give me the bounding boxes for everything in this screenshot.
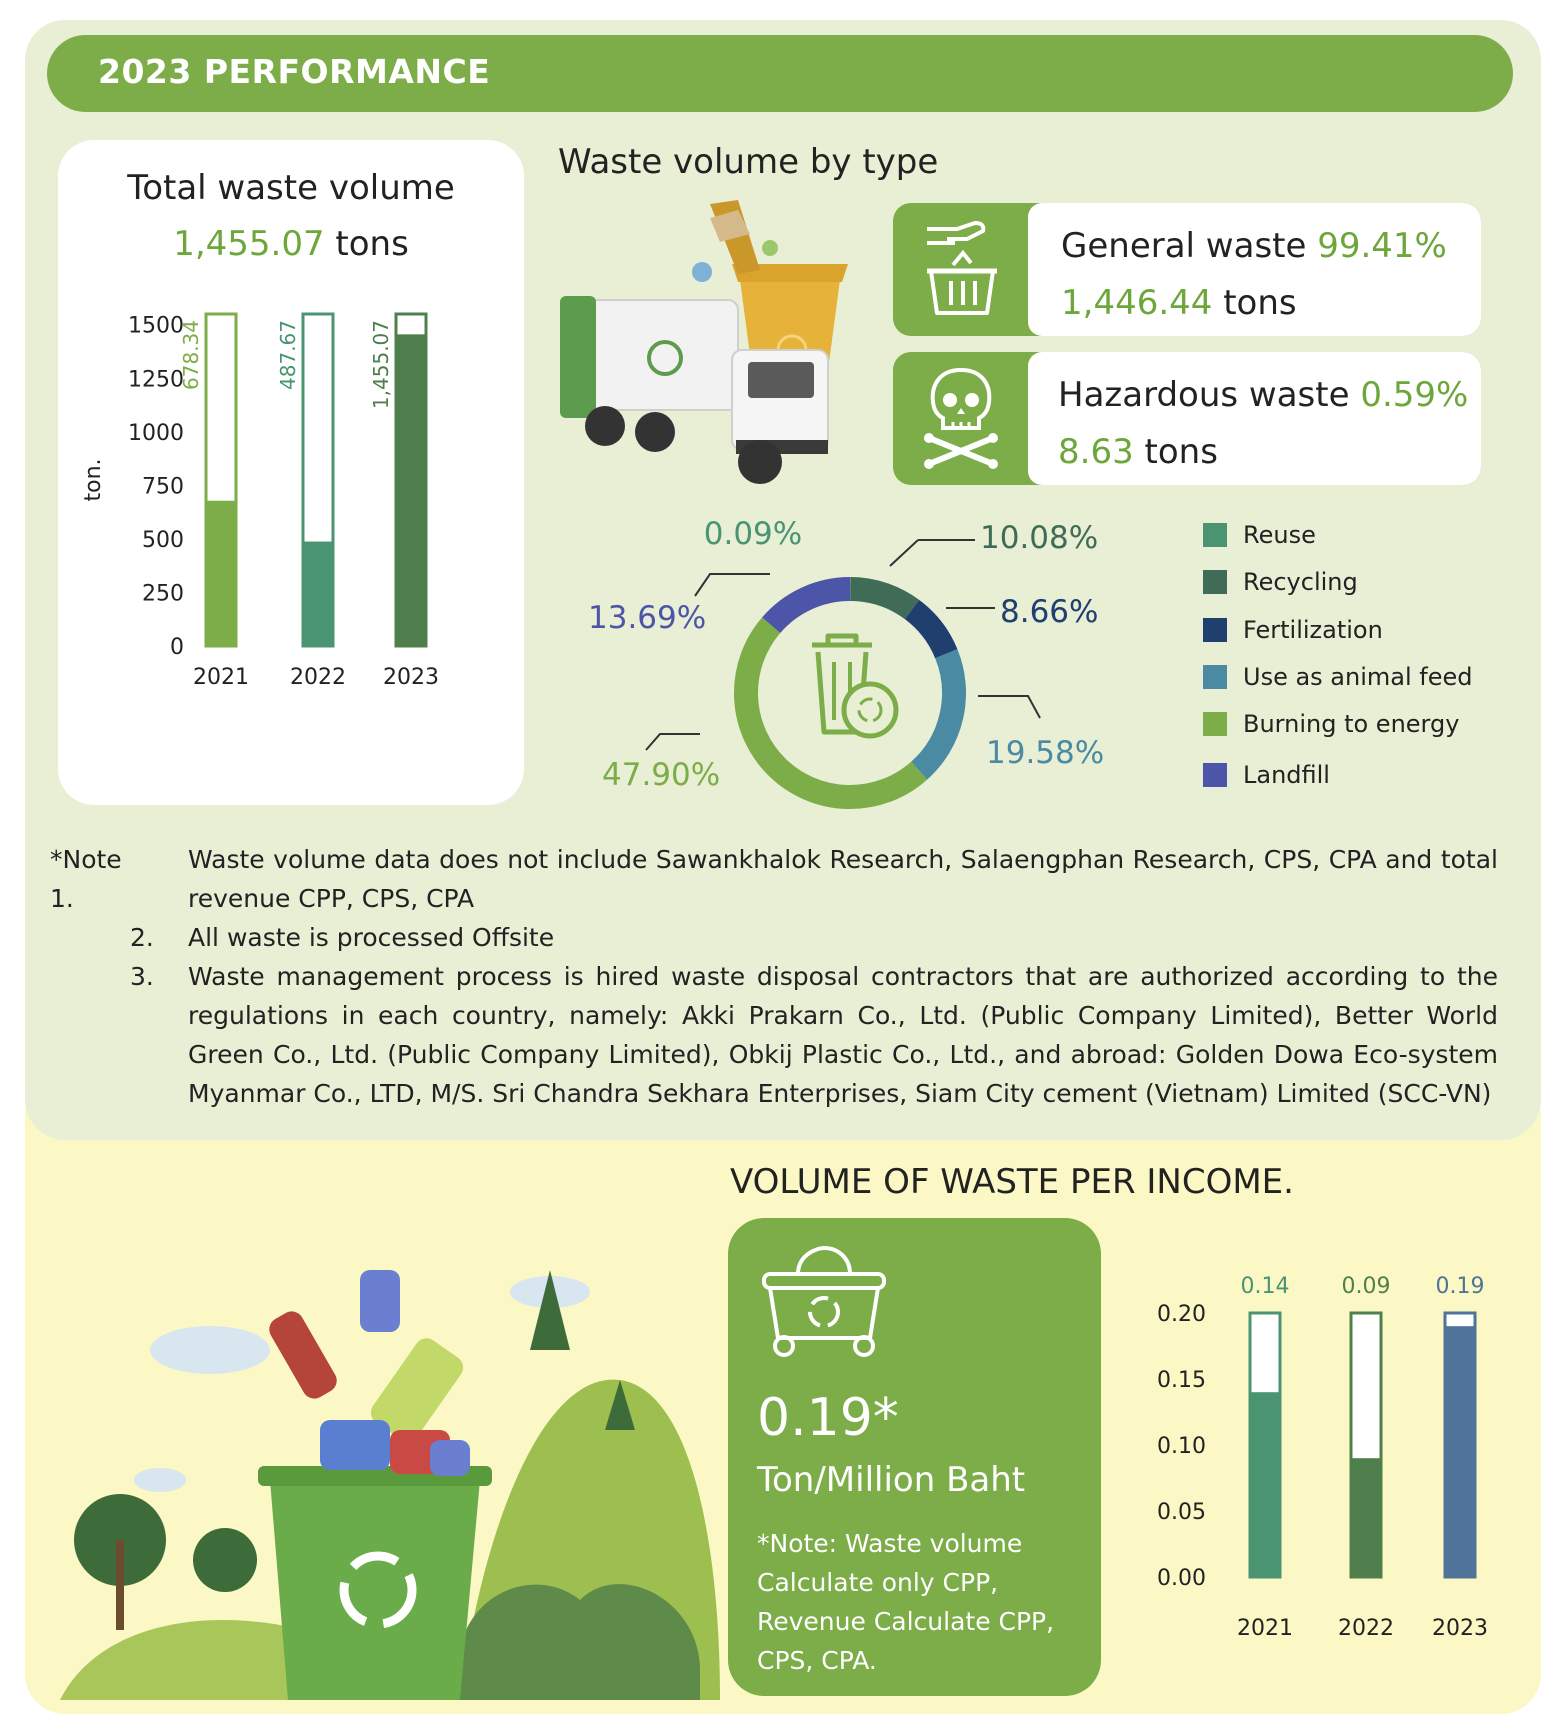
donut-value-label: 19.58%	[986, 735, 1105, 771]
legend-item-recycling	[1203, 567, 1358, 597]
hazardous-waste-percent: 0.59%	[1360, 375, 1469, 415]
total-waste-unit: tons	[335, 224, 409, 264]
bottle-item	[430, 1440, 470, 1476]
legend-label: Landfill	[1243, 761, 1330, 789]
bar	[303, 542, 333, 646]
note-number: 2.	[130, 923, 154, 952]
general-waste-unit: tons	[1223, 283, 1297, 323]
waste-per-income-bar-chart	[1140, 1255, 1520, 1645]
recycle-bin-body	[270, 1480, 480, 1700]
total-waste-bar-chart	[58, 290, 524, 710]
cloud	[134, 1468, 186, 1492]
truck-wheel	[585, 406, 625, 446]
y-tick-label: 0.10	[1157, 1434, 1206, 1459]
leader-line	[890, 540, 975, 566]
legend-label: Burning to energy	[1243, 710, 1460, 738]
bar-value-label: 0.09	[1341, 1274, 1391, 1299]
x-tick-label: 2021	[193, 665, 249, 690]
y-tick-label: 0.15	[1157, 1368, 1206, 1393]
truck-rear	[560, 296, 596, 418]
truck-wheel	[738, 440, 782, 484]
y-tick-label: 1000	[128, 420, 184, 446]
per-income-note: *Note: Waste volume Calculate only CPP, Revenue Calculate CPP, CPS, CPA.	[757, 1529, 1055, 1675]
bottle-item	[320, 1420, 390, 1470]
bottle-item	[692, 262, 712, 282]
total-waste-number: 1,455.07	[173, 224, 325, 264]
truck-window	[748, 362, 814, 398]
bar-value-label: 0.19	[1435, 1274, 1485, 1299]
bar	[1445, 1326, 1475, 1577]
legend-swatch	[1203, 665, 1227, 689]
bar	[396, 334, 426, 646]
total-waste-title: Total waste volume	[127, 168, 455, 208]
hazardous-waste-value: 8.63	[1058, 432, 1134, 472]
donut-slice	[851, 589, 912, 610]
bar-value-label: 1,455.07	[369, 320, 393, 410]
legend-label: Recycling	[1243, 568, 1358, 596]
bar-value-label: 487.67	[276, 320, 300, 390]
y-tick-label: 0.20	[1157, 1302, 1206, 1327]
hazardous-waste-amount	[1058, 432, 1218, 472]
hazardous-waste-label	[1058, 375, 1468, 415]
cloud	[150, 1326, 270, 1374]
leader-line	[646, 734, 700, 750]
x-tick-label: 2023	[1432, 1616, 1488, 1641]
legend-item-reuse	[1203, 520, 1316, 550]
note-prefix: *Note 1.	[50, 845, 122, 913]
y-axis-label: ton.	[81, 458, 106, 502]
tree	[193, 1528, 257, 1592]
bar	[1351, 1458, 1381, 1577]
bar-value-label: 678.34	[179, 320, 203, 390]
donut-value-label: 47.90%	[602, 757, 721, 793]
legend-item-burning	[1203, 709, 1459, 739]
bottle-item	[360, 1270, 400, 1332]
hand-basket-icon	[923, 221, 999, 317]
legend-swatch	[1203, 570, 1227, 594]
hazardous-waste-unit: tons	[1144, 432, 1218, 472]
note-text: Waste volume data does not include Sawankhalok Research, Salaengphan Research, CPS, CPA and total revenue CPP, CPS, CPA	[188, 845, 1498, 913]
legend-swatch	[1203, 618, 1227, 642]
legend-label: Reuse	[1243, 521, 1316, 549]
per-income-value: 0.19*	[757, 1388, 899, 1448]
trash-container-icon	[758, 1240, 890, 1360]
hazardous-waste-name: Hazardous waste	[1058, 375, 1350, 415]
x-tick-label: 2022	[1338, 1616, 1394, 1641]
general-waste-value: 1,446.44	[1061, 283, 1213, 323]
bar-value-label: 0.14	[1240, 1274, 1290, 1299]
general-waste-label	[1061, 226, 1447, 266]
legend-item-fertilization	[1203, 615, 1383, 645]
y-tick-label: 250	[142, 581, 184, 607]
legend-item-landfill	[1203, 760, 1330, 790]
note-number: 3.	[130, 962, 154, 991]
page-title: 2023 PERFORMANCE	[98, 52, 491, 91]
skull-crossbones-icon	[921, 366, 1001, 470]
leader-line	[978, 696, 1040, 718]
donut-value-label: 13.69%	[588, 600, 707, 636]
general-waste-amount	[1061, 283, 1297, 323]
per-income-title: VOLUME OF WASTE PER INCOME.	[730, 1162, 1294, 1202]
legend-label: Use as animal feed	[1243, 663, 1473, 691]
can-item	[762, 240, 778, 256]
tree-trunk	[116, 1540, 124, 1630]
bar	[206, 501, 236, 646]
donut-value-label: 10.08%	[980, 520, 1099, 556]
recycling-bin-illustration	[60, 1240, 720, 1700]
leader-line	[695, 574, 770, 596]
general-waste-name: General waste	[1061, 226, 1307, 266]
general-waste-percent: 99.41%	[1317, 226, 1447, 266]
y-tick-label: 750	[142, 474, 184, 500]
legend-swatch	[1203, 712, 1227, 736]
waste-by-type-title: Waste volume by type	[558, 142, 939, 182]
y-tick-label: 0	[170, 635, 184, 660]
y-tick-label: 500	[142, 527, 184, 553]
bottle-item	[265, 1307, 341, 1403]
x-tick-label: 2023	[383, 665, 439, 690]
truck-wheel	[635, 412, 675, 452]
y-tick-label: 0.00	[1157, 1566, 1206, 1591]
x-tick-label: 2021	[1237, 1616, 1293, 1641]
garbage-truck-illustration	[560, 200, 860, 500]
note-text: All waste is processed Offsite	[188, 923, 555, 952]
donut-slice	[771, 589, 850, 625]
legend-swatch	[1203, 523, 1227, 547]
donut-slice	[919, 654, 954, 771]
bar	[1250, 1392, 1280, 1577]
x-tick-label: 2022	[290, 665, 346, 690]
donut-value-label: 8.66%	[1000, 594, 1099, 630]
total-waste-value	[58, 224, 524, 264]
legend-label: Fertilization	[1243, 616, 1383, 644]
donut-value-label: 0.09%	[703, 516, 803, 552]
note-text: Waste management process is hired waste disposal contractors that are authorized according to the regulations in each country, namely: Akki Prakarn Co., Ltd. (Public Company Limited), Better World Green Co., Ltd. (Public Company Limited), Obkij Plastic Co., Ltd., and abroad: Golden Dowa Eco-system Myanmar Co., LTD, M/S. Sri Chandra Sekhara Enterprises, Siam City cement (Vietnam) Limited (SCC-VN)	[188, 962, 1498, 1108]
y-tick-label: 1500	[128, 313, 184, 339]
legend-item-animal-feed	[1203, 662, 1473, 692]
y-tick-label: 0.05	[1157, 1500, 1206, 1525]
per-income-unit: Ton/Million Baht	[757, 1460, 1026, 1500]
y-tick-label: 1250	[128, 367, 184, 393]
waste-disposal-donut-chart	[560, 500, 1140, 820]
bush	[457, 1584, 700, 1700]
recycle-icon	[844, 684, 896, 736]
legend-swatch	[1203, 763, 1227, 787]
donut-slice	[912, 610, 946, 654]
